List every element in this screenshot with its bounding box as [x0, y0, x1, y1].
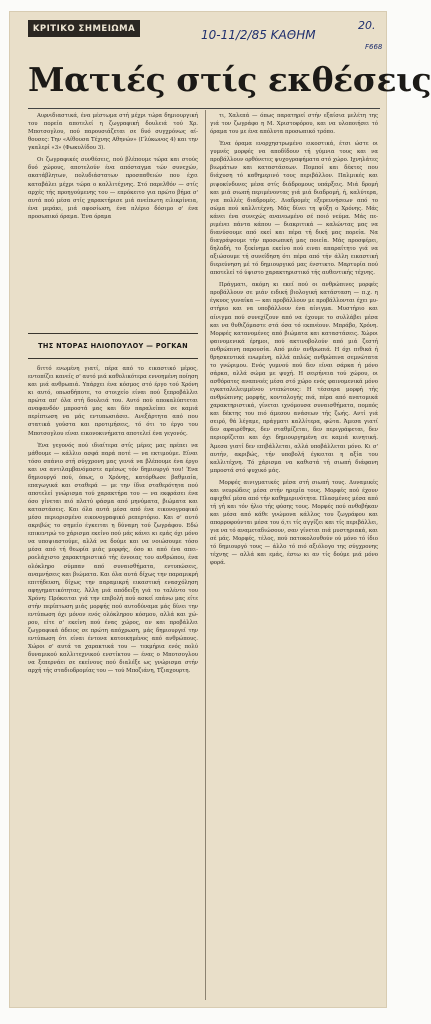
column-1-top — [28, 112, 198, 330]
column-1-bottom — [28, 365, 198, 996]
handwritten-page-number: 20. — [358, 19, 376, 32]
paragraph: Μορφές αινιγματικές μέσα στή σιωπή τους. Δυναμικές και νευρώδεις μέσα στήν ηρεμία τους. Μορφές πού έχουν αφιχθεί μέσα από τήν καθημερινότητα. Πλασμένες μέσα από τή γή και τόν ήλιο τής φύσης τους. Μορφές πού ανθοβήκαν και μέσα από κάθε γνώμονα κάλλος του ζωγράφου και απορροφούνται μέσα του ό,τι τίς αγγίζει και τίς περιβάλλει, για να τό αναμεταδιώσουν, σαν γίνεται πιά μυστηριακά, και σέ μάς. Μορφές, τέλος, πού πατοκολουθούν ού μόνο τό ίδιο τό δημιουργό τους — άλλο τό πιό αξιόλογο της σύγχρονης τέχνης — αλλά και εμάς, έστω κι αν τίς δούμε μιά μόνο φορά. — [210, 479, 378, 567]
handwritten-archive-code: F668 — [365, 43, 383, 51]
paragraph: Οι ζωγραφικές συνθέσεις, πού βλέπουμε τώρα και στούς δυό χώρους, αποτελούν ένα απόσταγμα τών συνεχών, ακατάβλητων, πολυδιάστατων προσπαθειών που έχει καταβάλει μέχρι τώρα ο καλλιτέχνης. Στό παρελθόν — στίς αρχές τής προηγούμενης του — επρόκειτο για πρώτο βήμα σ' αυτά πού μέσα στίς χαρακτήρισε μιά ανείπωτη ειλικρίνεια, ένα μεράκι, μιά αφοσίωση, ένα πλέριο δόσιμο σ' ένα προσωπικό όραμα. Ένα όραμα — [28, 157, 198, 220]
byline: ΤΗΣ ΝΤΟΡΑΣ ΗΛΙΟΠΟΥΛΟΥ — ΡΟΓΚΑΝ — [28, 333, 198, 359]
section-tag: ΚΡΙΤΙΚΟ ΣΗΜΕΙΩΜΑ — [28, 20, 140, 37]
paragraph: Ένα γεγονός πού ιδιαίτερα στίς μέρες μας πρέπει να μάθουμε — κάλλιο ασφά παρά ποτέ — να εκτιμούμε. Είναι τόσο σπάνιο στή σύγχρονη μας γενιά να βλέπουμε ένα έργο και να αντιλαμβανόμαστε αμέσως τόν δημιουργό του! Ένα δημιουργό πού, όπως, ο Χρόνης, κατόρθωσε βαθμιαία, επαγωγικά και σταθερά — με την ίδια σταθερότητα πού αποτελεί γνώρισμα τού χαρακτήρα του — να εκφράσει ένα όσο γίνεται πιό πλατύ φάσμα από μηνύματα, βιώματα και καταστάσεις. Και όλα αυτά μέσα από ένα εικονογραφικό μέσο περιορισμένο εικονογραφικό ρεπερτόριο. Και σ' αυτό ακριβώς το σημείο έγκειται η δύναμη τού ζωγράφου. Εδώ επικεντρώ το χάρισμα εκείνο πού μάς κάνει κι εμάς όχι μόνο να υποψιαστούμε, αλλά να δούμε και να νοιώσουμε τόσο μέσα από τή θεωρία μιάς μορφής, όσο κι από ένα απειροελάχιστο χαρακτηριστικό τής έννοιας του ανθρώπου, ένα ολόκληρο σύμπαν από συναισθήματα, εντυπώσεις, αναμνήσεις και βιώματα. Και όλα αυτά δίχως την παραμικρή επιτήδευση, δίχως την παραμικρή εικαστική ενασχόληση αφηγηματικότητας. Άλλη μιά απόδειξη γιά το ταλέντο του Χρόνη: Πρόκειται γιά την επιβολή πού ασκεί επάνω μας είτε στήν περίπτωση μιάς μορφής πού αυτοδύναμα μάς δίνει την εντύπωση όχι μόνον ενός ολόκληρου κόσμου, αλλά και χώρου, είτε σ' εκείνη πού ένας χώρος, αν και προβάλλει ζωγραφικά άδειος σε πρώτη απόχρωση, μάς δημιουργεί την εντύπωση ότι είναι έντονα κατοικημένος από ανθρώπους. Χώροι σ' αυτά τα χαρακτικά του — τεκμήρια ενός πολύ δυναμικού καλλιτεχνικού ενστίκτου — ένας ο Μποτσογλου να ξεπερνάει σε εκείνους πού διαλέξε ως γνώρισμα στήν αρχή τής σταδιοδρομίας του — τού Μποζιάνη, Τζιαχουρτη. — [28, 442, 198, 675]
paragraph: Αιφνιδιαστικά, ένα μέστωμα στή μέχρι τώρα δημιουργική του πορεία αποτελεί η ζωγραφική δουλειά τού Χρ. Μποτσογλου, πού παρουσιάζεται σε δυό συγχρόνως αίθουσες: Την «Αίθουσα Τέχνης Αθηνών» (Γλύκωνος 4) και την γκαλερί «3» (Φωκυλίδου 3). — [28, 113, 198, 152]
column-divider — [205, 110, 206, 1000]
paragraph: διττό ενωμένη γιατί, πέρα από το εικαστικό μέρος, εντοπίζει κανείς σ' αυτό μιά καθολικότερα εννοημένη ποίηση και μιά ανθρωπιά. Υπάρχει ένα κόσμος στό έργο τού Χρόνη κι αυτό, οπωσδήποτε, το στοιχείο είναι πού ξεπροβάλλει πρώτα απ' όλα στή δουλειά του. Αυτό πού αποκαλύπτεται αναφανδόν μπροστά μας και δέν παραλείπει σε καμιά περίπτωση να μάς εντυπωσιάσει. Ανεξάρτητα από που στατικά γούστα και προτιμήσεις, τό ότι το έργο του Μποτσογλου είναι εικονοκινήματα αποτελεί ένα γεγονός. — [28, 366, 198, 437]
paragraph: Ένα όραμα ενορχηστρωμένο εικοστικά, έτσι ώστε οι γυμνές μορφές να αποδίδουν τή γύμνια τους και να προβάλλουν ορθόνετες ψυχογραφήματα στό χώρο. Ιχνηλάτες βιωμάτων και καταστάσεων. Πομποί και δέκτες που διάχυση τό καθημερινό τους περιβάλλον. Παλμικές και ριψοκίνδυνες μέσα στίς διάδρομους υπάρξεις. Μιά δρομή και μιά σιωπή περιμένοντας γιά μιά διαδρομή, ή, καλύτερα, για πολλές διαδρομές. Διαδρομές εξερευνήσεων από το σώμα πού καλλιτέχνη. Μάς δίνει τη ψύξη ο Χρόνης. Μάς κάνει ένα συνεχώς ανανεωμένο σέ ποιό νεύμα. Μάς περιμένει πάντα κάπου — διακριτικά — καλώντας μας να διανύσουμε από εκεί και πέρα τή δική μας πορεία. Να διαγράψουμε τήν προσωπική μας ποιεία. Μάς προσφέρει, δηλαδή, το ξεκίνημα εκείνο πού ειναι απαραίτητο γιά να αξιώσουμε τή συνείδηση ότι πέρα από τήν άλλη εικαστική διερεύνηση μέ τό δημιουργικό μας ένστικτο. Μαρτυρία πού αποτελεί τό ύψιστο χαρακτηριστικό τής αυθεντικής τέχνης. — [210, 141, 378, 277]
handwritten-date: 10-11/2/85 ΚΑΘΗΜ — [201, 28, 316, 42]
column-2 — [210, 112, 378, 996]
headline: Ματιές στίς εκθέσεις — [28, 60, 431, 99]
newspaper-clipping — [10, 12, 431, 1007]
paragraph: τι, Χαλεπά — όπως παρατηρεί στήν εξαίσια μελέτη της γιά τον ζωγράφο η Μ. Χριστοφόρου, και να υλοποιήσει τό όραμα του με ένα απόλυτα προσωπικό τρόπο. — [210, 113, 378, 136]
paragraph: Πράγματι, ακόμη κι εκεί πού οι ανθρώπινες μορφές προβάλλουν σε μιάν ειδική βιολογική κατάσταση — π.χ. η έγκυος γυναίκα — και προβάλλουν με προβάλλονται έχει μυστήριο και να υποβάλλουν ένα αίνιγμα. Μυστήριο και αίνιγμα πού συνεχίζουν από να έχουμε το συλλάβει μέσα και να θυθιζόμαστε στά όσα τό εκπνέουν. Μπράβο, Χρόνη. Μορφές κατανομένες από βιώματα και καταστάσεις. Χώροι φαινομενικά έρημοι, πού ακτινοβολούν από μιά ζεστή ανθρώπινη παρουσία. Από μιάν ανθρωπιά. Η όχι πιθικά ή θρησκευτικά ενωμένη, αλλά απλώς ανθρώπινα σεμνώτατα το γνώριμου. Ενός γυμνού πού δεν είναι σάρκα ή μόνο σάρκα, αλλά σώμα με ψυχή. Η σειρήνεια τού χώρου, οι ασθόρατες αναπνοές μέσα στό χώρο ενός φαινομενικά μόνο εγκαταλελειμμένου ντεπώτους: Η τέσσερα μορφή τής ανθρώπινης μορφής, κονταλογής πιά, πέρα από ανατομικά χαρακτηριστικά, γίνεται ιχνόμουσα συναισθήματα, πομπός και δέκτης του πιό άμεσου ανάσεων τής ζωής. Αντί γιά σειρό, θά λέγαμε, πράγματι καλλίτερα, φώτα. Άμεσα γιατί δεν αφαιρέθηκε, δεν σταθμίζεται, δεν περιγράφεται, δεν περιορίζεται και όχι δημιουργημένη σε καμιά κινητική. Άμεσα γιατί δεν επιβάλλεται, αλλά υποβάλλεται μόνο. Κι σ' αυτήν, ακριβώς, τήν υποβολή έγκειται η αξία του καλλιτέχνη. Τό χάρισμα να καθιστά τή σιωπή διάφανη μπροστά στό ψυχικό μάς. — [210, 282, 378, 474]
headline-rule — [28, 108, 380, 109]
